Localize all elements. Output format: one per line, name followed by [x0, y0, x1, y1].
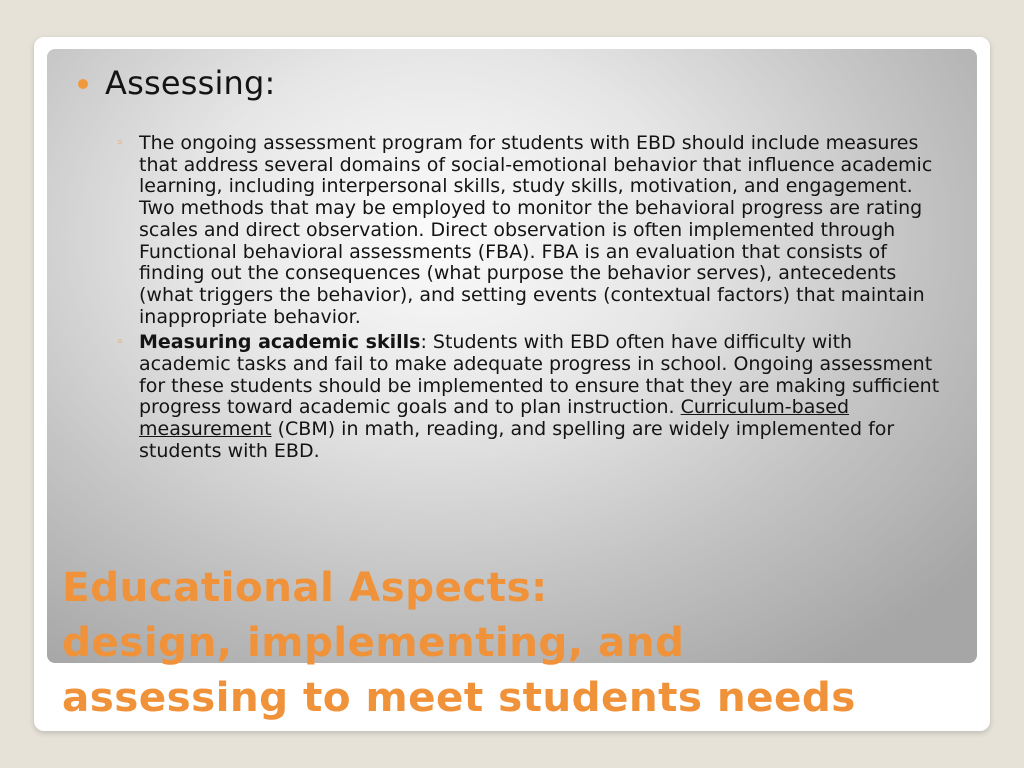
slide-title-line-3: assessing to meet students needs	[62, 673, 856, 721]
sub-bullet-marker-icon: ◦	[116, 335, 124, 351]
bullet-label: Assessing:	[105, 64, 276, 102]
slide-title-line-1: Educational Aspects:	[62, 563, 548, 611]
slide-title	[62, 560, 962, 725]
sub-bullet-list	[116, 133, 946, 467]
sub-bullet-text-end: (CBM) in math, reading, and spelling are widely implemented for students with EBD.	[139, 418, 895, 462]
bullet-dot-icon	[78, 79, 88, 89]
bullet-assessing	[78, 64, 276, 102]
sub-bullet-text: : Students with EBD often have difficulty with academic tasks and fail to make adequate progress in school. Ongoing assessment for these students should be implemented to ensure that they are making sufficient progress toward academic goals and to plan instruction.	[139, 331, 940, 419]
sub-bullet-marker-icon: ◦	[116, 136, 124, 151]
sub-bullet-lead: Measuring academic skills	[139, 331, 421, 354]
slide-title-line-2: design, implementing, and	[62, 618, 685, 666]
sub-bullet-academic-skills	[116, 332, 946, 462]
cbm-link[interactable]: Curriculum-based measurement	[139, 396, 850, 441]
sub-bullet-text: The ongoing assessment program for students with EBD should include measures that address several domains of social-emotional behavior that influence academic learning, including interpersonal skills, study skills, motivation, and engagement. Two methods that may be employed to monitor the behavioral progress are rating scales and direct observation. Direct observation is often implemented through Functional behavioral assessments (FBA). FBA is an evaluation that consists of finding out the consequences (what purpose the behavior serves), antecedents (what triggers the behavior), and setting events (contextual factors) that maintain inappropriate behavior.	[139, 132, 933, 328]
sub-bullet-assessment-program	[116, 133, 946, 328]
